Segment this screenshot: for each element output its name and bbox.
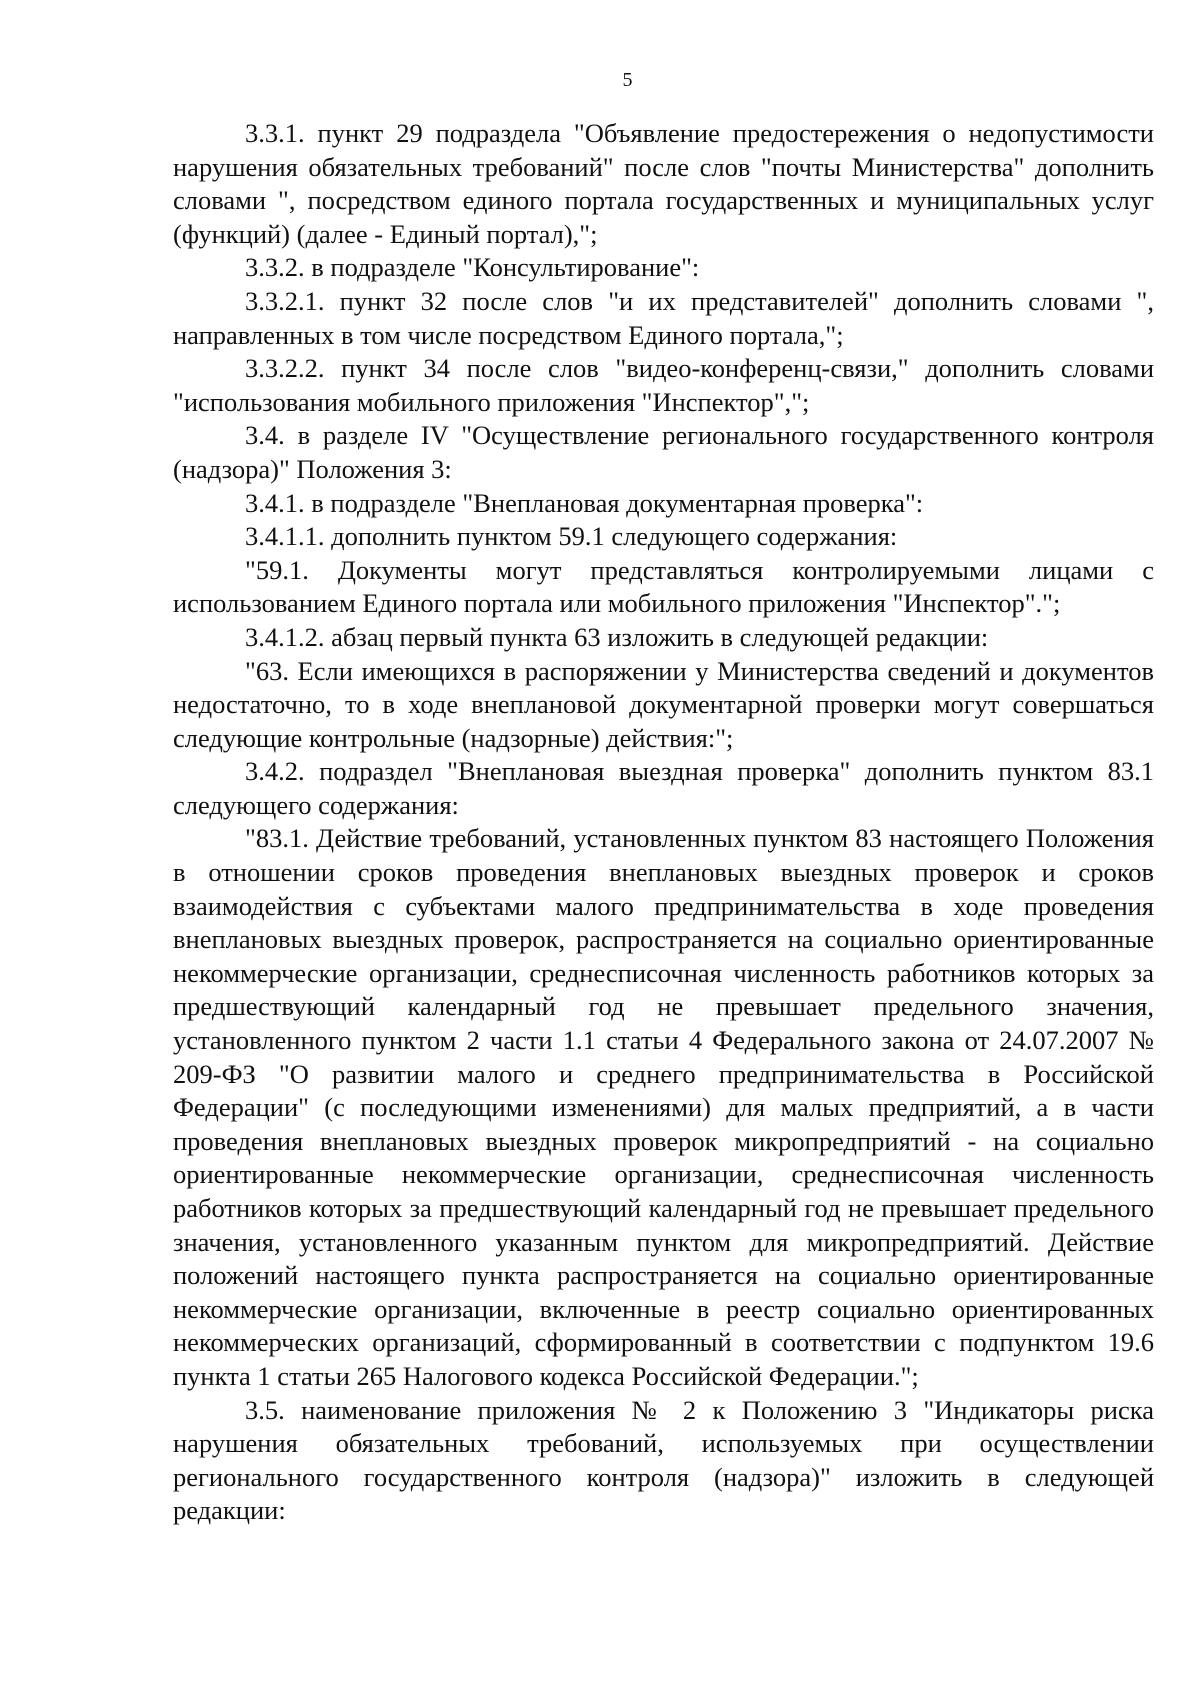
paragraph-3-3-2: 3.3.2. в подразделе "Консультирование": (245, 252, 700, 283)
paragraph-3-4-1: 3.4.1. в подразделе "Внеплановая документарная проверка": (245, 487, 924, 518)
paragraph-63: "63. Если имеющихся в распоряжении у Министерства сведений и документов недостаточно, то в ходе внеплановой документарной проверки могут совершаться следующие контрольные (надзорные) действия:"; (173, 655, 1154, 753)
paragraph-3-3-2-2: 3.3.2.2. пункт 34 после слов "видео-конференц-связи," дополнить словами "использования мобильного приложения "Инспектор","; (173, 353, 1154, 417)
paragraph-3-4-2: 3.4.2. подраздел "Внеплановая выездная проверка" дополнить пунктом 83.1 следующего содержания: (173, 756, 1154, 820)
paragraph-59-1: "59.1. Документы могут представляться контролируемыми лицами с использованием Единого портала или мобильного приложения "Инспектор"."; (173, 554, 1154, 619)
document-body (173, 117, 1154, 1528)
paragraph-3-5: 3.5. наименование приложения № 2 к Положению 3 "Индикаторы риска нарушения обязательных требований, используемых при осуществлении регионального государственного контроля (надзора)" изложить в следующей редакции: (173, 1394, 1154, 1526)
paragraph-83-1: "83.1. Действие требований, установленных пунктом 83 настоящего Положения в отношении сроков проведения внеплановых выездных проверок и сроков взаимодействия с субъектами малого предпринимательства в ходе проведения внеплановых выездных проверок, распространяется на социально ориентированные некоммерческие организации, среднесписочная численность работников которых за предшествующий календарный год не превышает предельного значения, установленного пунктом 2 части 1.1 статьи 4 Федерального закона от 24.07.2007 № 209-ФЗ "О развитии малого и среднего предпринимательства в Российской Федерации" (с последующими изменениями) для малых предприятий, а в части проведения внеплановых выездных проверок микропредприятий - на социально ориентированные некоммерческие организации, среднесписочная численность работников которых за предшествующий календарный год не превышает предельного значения, установленного указанным пунктом для микропредприятий. Действие положений настоящего пункта распространяется на социально ориентированные некоммерческие организации, включенные в реестр социально ориентированных некоммерческих организаций, сформированный в соответствии с подпунктом 19.6 пункта 1 статьи 265 Налогового кодекса Российской Федерации."; (173, 823, 1154, 1391)
page-number: 5 (622, 69, 633, 91)
paragraph-3-4: 3.4. в разделе IV "Осуществление регионального государственного контроля (надзора)" Положения 3: (173, 420, 1154, 484)
paragraph-3-4-1-2: 3.4.1.2. абзац первый пункта 63 изложить в следующей редакции: (245, 621, 989, 652)
paragraph-3-3-2-1: 3.3.2.1. пункт 32 после слов "и их представителей" дополнить словами ", направленных в том числе посредством Единого портала,"; (173, 285, 1154, 350)
paragraph-3-3-1: 3.3.1. пункт 29 подраздела "Объявление предостережения о недопустимости нарушения обязательных требований" после слов "почты Министерства" дополнить словами ", посредством единого портала государственных и муниципальных услуг (функций) (далее - Единый портал),"; (173, 118, 1154, 249)
paragraph-3-4-1-1: 3.4.1.1. дополнить пунктом 59.1 следующего содержания: (245, 521, 898, 552)
